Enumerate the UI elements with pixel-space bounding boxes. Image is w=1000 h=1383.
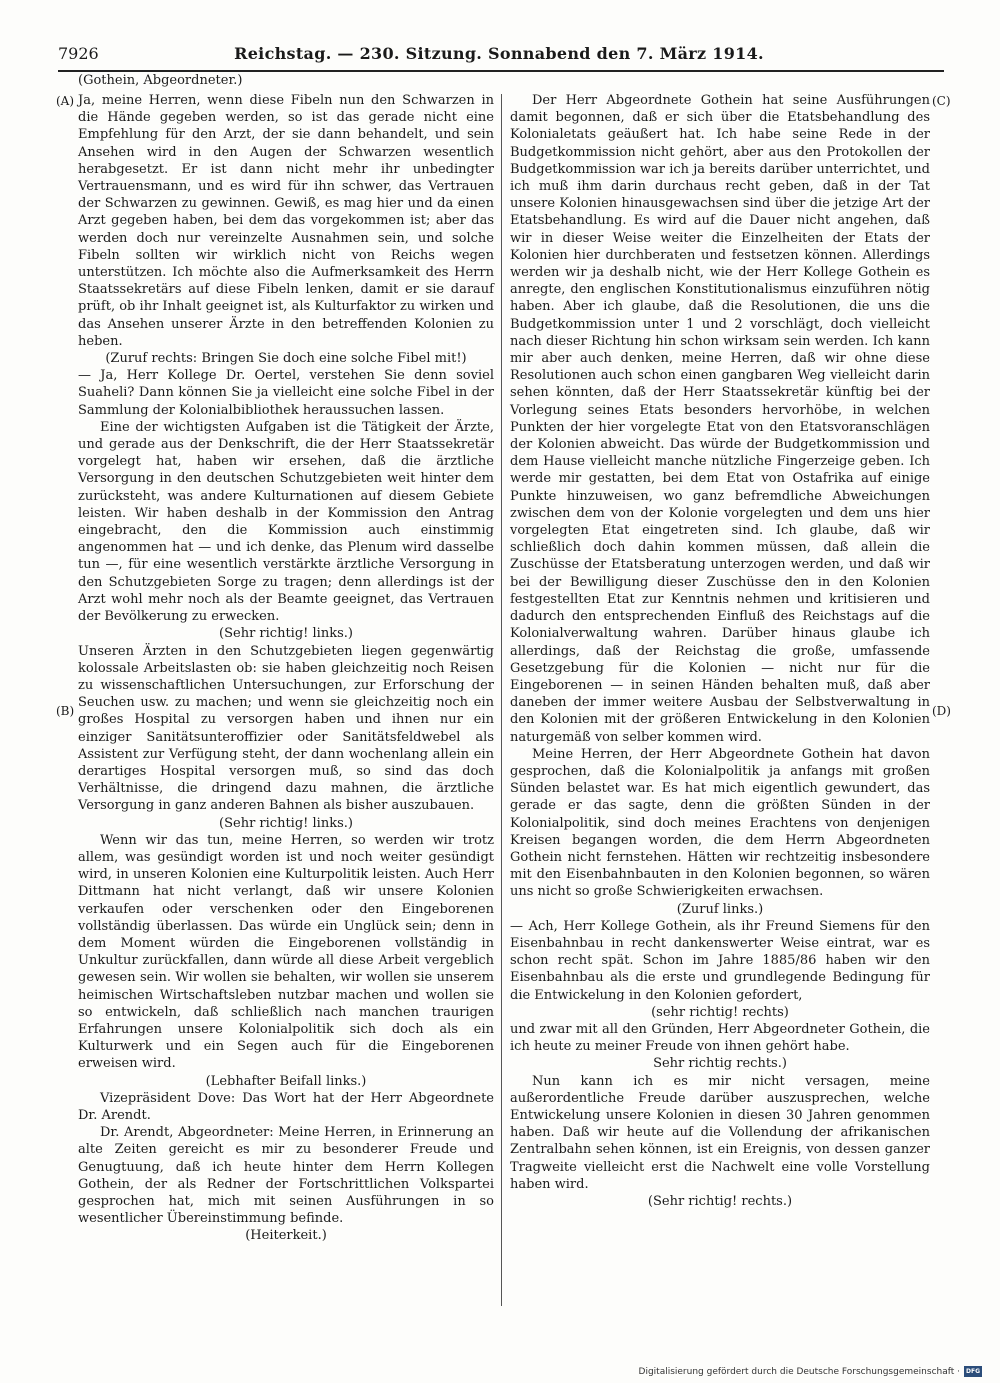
- margin-mark-b: (B): [56, 704, 75, 718]
- interjection: (Heiterkeit.): [245, 1228, 327, 1244]
- interjection: (Zuruf rechts: Bringen Sie doch eine solche Fibel mit!): [105, 351, 467, 367]
- interjection: (Sehr richtig! links.): [219, 815, 353, 831]
- interjection: (Sehr richtig! links.): [219, 626, 353, 642]
- footer-text: Digitalisierung gefördert durch die Deutsche Forschungsgemeinschaft ·: [638, 1366, 960, 1377]
- margin-mark-d: (D): [932, 704, 951, 718]
- paragraph: Eine der wichtigsten Aufgaben ist die Tätigkeit der Ärzte, und gerade aus der Denkschrift, die der Herr Staatssekretär vorgelegt hat, haben wir ersehen, daß die ärztliche Versorgung in den deutschen Schutzgebieten weit hinter dem zurücksteht, was andere Kulturnationen auf diesem Gebiete leisten. Wir haben deshalb in der Kommission den Antrag eingebracht, den die Kommission auch einstimmig angenommen hat — und ich denke, das Plenum wird dasselbe tun —, für eine wesentlich verstärkte ärztliche Versorgung in den Schutzgebieten Sorge zu tragen; denn allerdings ist der Arzt wohl mehr noch als der Beamte geeignet, das Vertrauen der Bevölkerung zu erwecken.: [78, 419, 494, 625]
- paragraph: Nun kann ich es mir nicht versagen, meine außerordentliche Freude darüber auszusprechen, welche Entwickelung unsere Kolonien in diesen 30 Jahren genommen haben. Daß wir heute auf die Vollendung der afrikanischen Zentralbahn sehen können, ist ein Ereignis, von dessen ganzer Tragweite vielleicht erst die Nachwelt eine volle Vorstellung haben wird.: [510, 1073, 930, 1192]
- paragraph: Wenn wir das tun, meine Herren, so werden wir trotz allem, was gesündigt worden ist und noch weiter gesündigt wird, in unseren Kolonien eine Kulturpolitik leisten. Auch Herr Dittmann hat nicht verlangt, daß wir unsere Kolonien verkaufen oder verschenken oder den Eingeborenen vollständig überlassen. Das würde ein Unglück sein; denn in dem Moment würden die Eingeborenen vollständig in Unkultur zurückfallen, dann würde all diese Arbeit vergeblich gewesen sein. Wir wollen sie behalten, wir wollen sie unserem heimischen Wirtschaftsleben nutzbar machen und wollen sie so entwickeln, daß schließlich nach manchen traurigen Erfahrungen unsere Kolonialpolitik sich doch als ein Kulturwerk und ein Segen auch für die Eingeborenen erweisen wird.: [78, 832, 494, 1072]
- column-divider: [501, 94, 502, 1306]
- interjection: (Lebhafter Beifall links.): [205, 1073, 367, 1089]
- paragraph: — Ach, Herr Kollege Gothein, als ihr Freund Siemens für den Eisenbahnbau in recht dankenswerter Weise eintrat, war es schon recht spät. Schon im Jahre 1885/86 haben wir den Eisenbahnbau als die erste und grundlegende Bedingung für die Entwickelung in den Kolonien gefordert,: [510, 918, 930, 1003]
- interjection: (Zuruf links.): [676, 901, 764, 917]
- interjection: Sehr richtig rechts.): [653, 1056, 787, 1072]
- left-column: [78, 92, 494, 1245]
- paragraph: — Ja, Herr Kollege Dr. Oertel, verstehen Sie denn soviel Suaheli? Dann können Sie ja vielleicht eine solche Fibel in der Sammlung der Kolonialbibliothek heraussuchen lassen.: [78, 368, 494, 418]
- interjection: (Sehr richtig! rechts.): [647, 1194, 793, 1209]
- paragraph: Ja, meine Herren, wenn diese Fibeln nun den Schwarzen in die Hände gegeben werden, so ist das gerade nicht eine Empfehlung für den Arzt, der sie dann behandelt, und sein Ansehen wird in den Augen der Schwarzen wesentlich herabgesetzt. Er ist dann nicht mehr ihr unbedingter Vertrauensmann, und es wird für ihn schwer, das Vertrauen der Schwarzen zu gewinnen. Gewiß, es mag hier und da einen Arzt gegeben haben, bei dem das vorgekommen ist; aber das werden doch nur vereinzelte Ausnahmen sein, und solche Fibeln sollten wir wirklich nicht von Reichs wegen unterstützen. Ich möchte also die Aufmerksamkeit des Herrn Staatssekretärs auf diese Fibeln lenken, damit er sie darauf prüft, ob ihr Inhalt geeignet ist, als Kulturfaktor zu wirken und das Ansehen unserer Ärzte in den betreffenden Kolonien zu heben.: [78, 93, 494, 349]
- page-footer: [639, 1366, 982, 1377]
- interjection: (sehr richtig! rechts): [651, 1004, 789, 1020]
- header-rule: [58, 70, 944, 72]
- page-header: [58, 44, 940, 70]
- speaker-head: (Gothein, Abgeordneter.): [78, 73, 243, 88]
- paragraph: Vizepräsident Dove: Das Wort hat der Herr Abgeordnete Dr. Arendt.: [78, 1090, 494, 1123]
- margin-mark-c: (C): [932, 94, 951, 108]
- margin-mark-a: (A): [56, 94, 75, 108]
- paragraph: Der Herr Abgeordnete Gothein hat seine Ausführungen damit begonnen, daß er sich über die Etatsbehandlung des Kolonialetats geäußert hat. Ich habe seine Rede in der Budgetkommission nicht gehört, aber aus den Protokollen der Budgetkommission war ich ja bereits darüber unterrichtet, und ich muß ihm darin durchaus recht geben, daß in der Tat unsere Kolonien hinausgewachsen sind über die jetzige Art der Etatsbehandlung. Es wird auf die Dauer nicht angehen, daß wir in dieser Weise weiter die Einzelheiten der Etats der Kolonien hier durchberaten und festsetzen können. Allerdings werden wir ja deshalb nicht, wie der Herr Kollege Gothein es anregte, den englischen Konstitutionalismus einzuführen nötig haben. Aber ich glaube, daß die Resolutionen, die uns die Budgetkommission unter 1 und 2 vorschlägt, doch vielleicht nach dieser Richtung hin schon wirksam sein werden. Ich kann mir aber auch denken, meine Herren, daß wir ohne diese Resolutionen auch schon einen gangbaren Weg vielleicht darin sehen könnten, daß der Herr Staatssekretär künftig bei der Vorlegung seines Etats besonders hervorhöbe, in welchen Punkten der hier vorgelegte Etat von den Etatsvoranschlägen der Kolonien abweicht. Das würde der Budgetkommission und dem Hause vielleicht manche nützliche Fingerzeige geben. Ich werde mir gestatten, bei dem Etat von Ostafrika auf einige Punkte hinzuweisen, wo ganz befremdliche Abweichungen zwischen dem von der Kolonie vorgelegten und dem uns hier vorgelegten Etat eingetreten sind. Ich glaube, daß wir schließlich doch dahin kommen müssen, daß allein die Zuschüsse der Etatsberatung unterzogen werden, und daß wir bei der Bewilligung dieser Zuschüsse den in den Kolonien festgestellten Etat zur Kenntnis nehmen und kritisieren und dadurch den entsprechenden Einfluß des Reichstags auf die Kolonialverwaltung wahren. Darüber hinaus glaube ich allerdings, daß der Reichstag die große, umfassende Gesetzgebung für die Kolonien — nicht nur für die Eingeborenen — in seinen Händen behalten muß, daß aber daneben der immer weitere Ausbau der Selbstverwaltung in den Kolonien mit der größeren Entwickelung in den Kolonien naturgemäß von selber kommen wird.: [510, 93, 930, 745]
- paragraph: und zwar mit all den Gründen, Herr Abgeordneter Gothein, die ich heute zu meiner Freude von ihnen gehört habe.: [510, 1021, 930, 1055]
- paragraph: Unseren Ärzten in den Schutzgebieten liegen gegenwärtig kolossale Arbeitslasten ob: sie haben gleichzeitig noch Reisen zu wissenschaftlichen Untersuchungen, zur Erforschung der Seuchen usw. zu machen; und wenn sie gleichzeitig noch ein großes Hospital zu versorgen haben und ihnen nur ein einziger Sanitätsunteroffizier oder Sanitätsfeldwebel als Assistent zur Verfügung steht, der dann wochenlang allein ein derartiges Hospital versorgen muß, so sind das doch Verhältnisse, die dringend dazu mahnen, die ärztliche Versorgung in ganz anderen Bahnen als bisher auszubauen.: [78, 643, 494, 814]
- page-number: 7926: [58, 44, 99, 63]
- right-column: [510, 92, 930, 1210]
- paragraph: Dr. Arendt, Abgeordneter: Meine Herren, in Erinnerung an alte Zeiten gereicht es mir zu besonderer Freude und Genugtuung, daß ich heute hinter dem Herrn Kollegen Gothein, der als Redner der Fortschrittlichen Volkspartei gesprochen hat, mich mit seinen Ausführungen in so wesentlicher Übereinstimmung befinde.: [78, 1125, 494, 1227]
- running-head: Reichstag. — 230. Sitzung. Sonnabend den 7. März 1914.: [234, 44, 764, 63]
- dfg-logo-icon: DFG: [965, 1368, 980, 1375]
- paragraph: Meine Herren, der Herr Abgeordnete Gothein hat davon gesprochen, daß die Kolonialpolitik ja anfangs mit großen Sünden belastet war. Es hat mich eigentlich gewundert, das gerade er das sagte, denn die größten Sünden in der Kolonialpolitik, sind doch meines Erachtens von denjenigen Kreisen begangen worden, die dem Herrn Abgeordneten Gothein nicht fernstehen. Hätten wir rechtzeitig insbesondere mit den Eisenbahnbauten in den Kolonien begonnen, so wären uns nicht so große Schwierigkeiten erwachsen.: [510, 746, 930, 900]
